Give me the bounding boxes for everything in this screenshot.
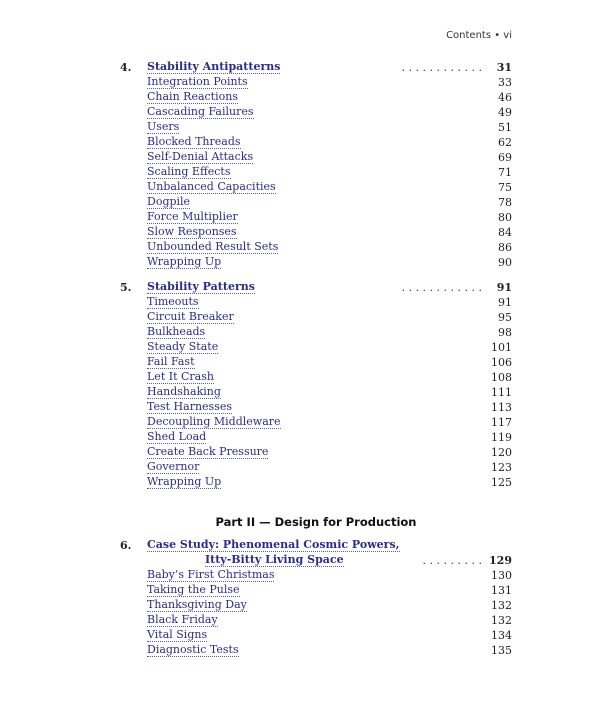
section-title-link[interactable]: Circuit Breaker (147, 310, 234, 323)
section-title-link[interactable]: Timeouts (147, 295, 199, 308)
page-number: 129 (489, 554, 512, 567)
section-title-link[interactable]: Slow Responses (147, 225, 237, 238)
chapter-6-entry-line2 (120, 553, 512, 568)
page-number: 51 (498, 121, 512, 134)
section-title-link[interactable]: Unbounded Result Sets (147, 240, 279, 253)
section-entry (120, 598, 512, 613)
chapter-5-entry (120, 280, 512, 295)
page-number: 131 (491, 584, 512, 597)
page-number: 86 (498, 241, 512, 254)
section-title-link[interactable]: Cascading Failures (147, 105, 254, 118)
section-title-link[interactable]: Force Multiplier (147, 210, 238, 223)
chapter-6-entry-line1 (120, 538, 512, 553)
chapter-title-link[interactable]: Case Study: Phenomenal Cosmic Powers, (147, 538, 400, 551)
section-entry (120, 430, 512, 445)
section-title-link[interactable]: Scaling Effects (147, 165, 231, 178)
page-number: 108 (491, 371, 512, 384)
section-entry (120, 355, 512, 370)
page-number: 134 (491, 629, 512, 642)
section-entry (120, 135, 512, 150)
page-number: 90 (498, 256, 512, 269)
page-number: 91 (496, 281, 512, 294)
page-number: 84 (498, 226, 512, 239)
chapter-number: 6. (120, 539, 132, 552)
section-title-link[interactable]: Bulkheads (147, 325, 206, 338)
section-title-link[interactable]: Decoupling Middleware (147, 415, 281, 428)
section-entry (120, 165, 512, 180)
section-entry (120, 583, 512, 598)
chapter-title-link[interactable]: Stability Antipatterns (147, 60, 281, 73)
page-number: 132 (491, 599, 512, 612)
running-header: Contents • vi (446, 30, 512, 41)
page-number: 31 (496, 61, 512, 74)
leader-dots: . . . . . . . . . (422, 554, 482, 567)
section-title-link[interactable]: Wrapping Up (147, 255, 222, 268)
section-entry (120, 340, 512, 355)
page-number: 80 (498, 211, 512, 224)
section-entry (120, 325, 512, 340)
section-title-link[interactable]: Steady State (147, 340, 219, 353)
section-title-link[interactable]: Dogpile (147, 195, 191, 208)
section-entry (120, 370, 512, 385)
section-entry (120, 180, 512, 195)
page-number: 119 (491, 431, 512, 444)
part-heading: Part II — Design for Production (215, 515, 417, 529)
section-entry (120, 415, 512, 430)
chapter-4-block (120, 60, 512, 270)
section-title-link[interactable]: Shed Load (147, 430, 207, 443)
leader-dots: . . . . . . . . . . . . (401, 281, 482, 294)
chapter-title-link-continued[interactable]: Itty-Bitty Living Space (205, 553, 344, 566)
section-entry (120, 475, 512, 490)
section-entry (120, 460, 512, 475)
page-number: 113 (491, 401, 512, 414)
page-number: 117 (491, 416, 512, 429)
page-number: 111 (491, 386, 512, 399)
page-number: 120 (491, 446, 512, 459)
section-title-link[interactable]: Test Harnesses (147, 400, 233, 413)
page-number: 71 (498, 166, 512, 179)
section-title-link[interactable]: Let It Crash (147, 370, 214, 383)
section-entry (120, 385, 512, 400)
section-entry (120, 310, 512, 325)
section-entry (120, 295, 512, 310)
section-title-link[interactable]: Thanksgiving Day (147, 598, 247, 611)
page-number: 46 (498, 91, 512, 104)
section-entry (120, 120, 512, 135)
page-number: 49 (498, 106, 512, 119)
section-title-link[interactable]: Self-Denial Attacks (147, 150, 254, 163)
page-number: 91 (498, 296, 512, 309)
chapter-number: 5. (120, 281, 132, 294)
section-entry (120, 240, 512, 255)
section-entry (120, 210, 512, 225)
section-title-link[interactable]: Fail Fast (147, 355, 195, 368)
section-title-link[interactable]: Handshaking (147, 385, 221, 398)
section-title-link[interactable]: Blocked Threads (147, 135, 241, 148)
page-number: 69 (498, 151, 512, 164)
chapter-number: 4. (120, 61, 132, 74)
page-number: 78 (498, 196, 512, 209)
section-entry (120, 225, 512, 240)
section-entry (120, 195, 512, 210)
section-title-link[interactable]: Wrapping Up (147, 475, 222, 488)
page-number: 125 (491, 476, 512, 489)
section-entry (120, 643, 512, 658)
chapter-title-link[interactable]: Stability Patterns (147, 280, 255, 293)
section-title-link[interactable]: Unbalanced Capacities (147, 180, 276, 193)
section-title-link[interactable]: Black Friday (147, 613, 218, 626)
page-number: 135 (491, 644, 512, 657)
section-entry (120, 445, 512, 460)
section-title-link[interactable]: Baby’s First Christmas (147, 568, 275, 581)
section-title-link[interactable]: Taking the Pulse (147, 583, 240, 596)
section-title-link[interactable]: Governor (147, 460, 200, 473)
section-title-link[interactable]: Diagnostic Tests (147, 643, 239, 656)
page-number: 95 (498, 311, 512, 324)
chapter-4-entry (120, 60, 512, 75)
section-entry (120, 628, 512, 643)
chapter-5-block (120, 280, 512, 490)
page-number: 101 (491, 341, 512, 354)
page-number: 75 (498, 181, 512, 194)
section-entry (120, 400, 512, 415)
section-entry (120, 105, 512, 120)
section-title-link[interactable]: Chain Reactions (147, 90, 238, 103)
page-number: 62 (498, 136, 512, 149)
section-entry (120, 568, 512, 583)
section-title-link[interactable]: Integration Points (147, 75, 248, 88)
section-entry (120, 613, 512, 628)
section-entry (120, 75, 512, 90)
page-number: 106 (491, 356, 512, 369)
page-number: 33 (498, 76, 512, 89)
chapter-6-block (120, 538, 512, 658)
page-number: 130 (491, 569, 512, 582)
section-entry (120, 255, 512, 270)
section-entry (120, 150, 512, 165)
page-number: 98 (498, 326, 512, 339)
section-entry (120, 90, 512, 105)
section-title-link[interactable]: Create Back Pressure (147, 445, 269, 458)
section-title-link[interactable]: Users (147, 120, 180, 133)
page-number: 123 (491, 461, 512, 474)
section-title-link[interactable]: Vital Signs (147, 628, 208, 641)
leader-dots: . . . . . . . . . . . . (401, 61, 482, 74)
page-number: 132 (491, 614, 512, 627)
